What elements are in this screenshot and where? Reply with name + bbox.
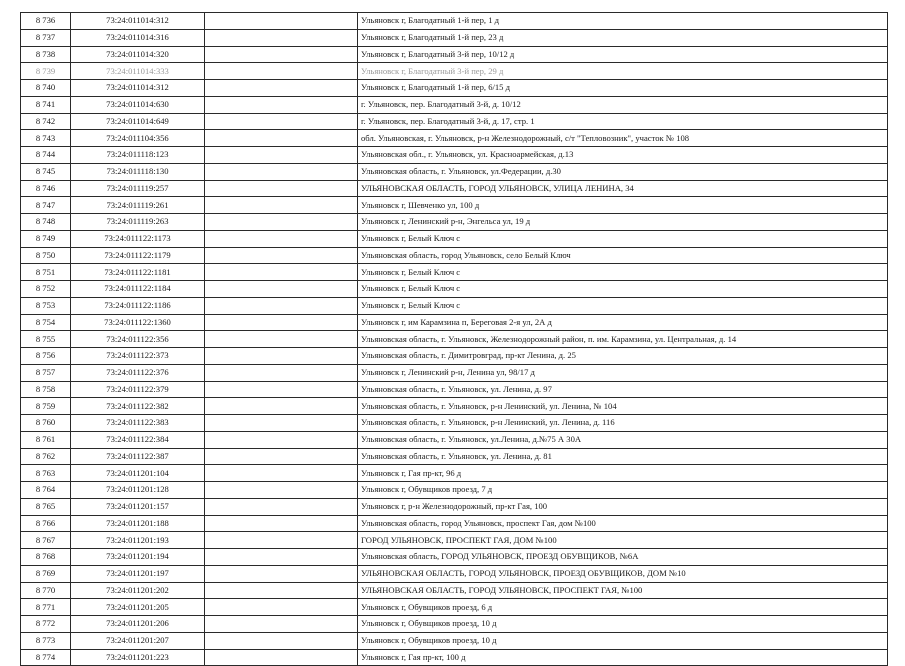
empty-cell: [205, 565, 358, 582]
table-row: [21, 381, 888, 398]
row-number-cell: 8 767: [21, 532, 71, 549]
cadastral-number-cell: 73:24:011122:1179: [71, 247, 205, 264]
table-row: [21, 297, 888, 314]
cadastral-number-cell: 73:24:011122:1360: [71, 314, 205, 331]
address-cell: Ульяновская область, г. Ульяновск, р-н Ленинский, ул. Ленина, № 104: [358, 398, 888, 415]
row-number-cell: 8 746: [21, 180, 71, 197]
table-row: [21, 29, 888, 46]
empty-cell: [205, 163, 358, 180]
row-number-cell: 8 762: [21, 448, 71, 465]
table-row: [21, 482, 888, 499]
cadastral-number-cell: 73:24:011014:316: [71, 29, 205, 46]
empty-cell: [205, 80, 358, 97]
table-row: [21, 415, 888, 432]
row-number-cell: 8 772: [21, 616, 71, 633]
table-row: [21, 281, 888, 298]
row-number-cell: 8 743: [21, 130, 71, 147]
cadastral-number-cell: 73:24:011118:130: [71, 163, 205, 180]
empty-cell: [205, 415, 358, 432]
address-cell: Ульяновская область, г. Ульяновск, Железнодорожный район, п. им. Карамзина, ул. Центральная, д. 14: [358, 331, 888, 348]
row-number-cell: 8 758: [21, 381, 71, 398]
row-number-cell: 8 774: [21, 649, 71, 666]
empty-cell: [205, 264, 358, 281]
address-cell: Ульяновск г, Гая пр-кт, 100 д: [358, 649, 888, 666]
row-number-cell: 8 766: [21, 515, 71, 532]
table-row: [21, 348, 888, 365]
address-cell: Ульяновская обл., г. Ульяновск, ул. Красноармейская, д.13: [358, 147, 888, 164]
address-cell: Ульяновская область, город Ульяновск, проспект Гая, дом №100: [358, 515, 888, 532]
cadastral-number-cell: 73:24:011122:387: [71, 448, 205, 465]
address-cell: Ульяновск г, Ленинский р-н, Энгельса ул, 19 д: [358, 214, 888, 231]
table-row: [21, 549, 888, 566]
row-number-cell: 8 740: [21, 80, 71, 97]
empty-cell: [205, 549, 358, 566]
row-number-cell: 8 765: [21, 498, 71, 515]
cadastral-number-cell: 73:24:011201:188: [71, 515, 205, 532]
row-number-cell: 8 750: [21, 247, 71, 264]
row-number-cell: 8 748: [21, 214, 71, 231]
empty-cell: [205, 599, 358, 616]
cadastral-number-cell: 73:24:011201:206: [71, 616, 205, 633]
cadastral-number-cell: 73:24:011122:373: [71, 348, 205, 365]
cadastral-number-cell: 73:24:011122:384: [71, 431, 205, 448]
row-number-cell: 8 769: [21, 565, 71, 582]
table-row: [21, 230, 888, 247]
table-row: [21, 130, 888, 147]
empty-cell: [205, 448, 358, 465]
cadastral-number-cell: 73:24:011201:223: [71, 649, 205, 666]
empty-cell: [205, 582, 358, 599]
cadastral-number-cell: 73:24:011014:312: [71, 13, 205, 30]
address-cell: Ульяновск г, Благодатный 1-й пер, 23 д: [358, 29, 888, 46]
table-row: [21, 532, 888, 549]
row-number-cell: 8 759: [21, 398, 71, 415]
table-row: [21, 314, 888, 331]
cadastral-number-cell: 73:24:011122:1186: [71, 297, 205, 314]
row-number-cell: 8 756: [21, 348, 71, 365]
empty-cell: [205, 465, 358, 482]
cadastral-number-cell: 73:24:011118:123: [71, 147, 205, 164]
row-number-cell: 8 768: [21, 549, 71, 566]
row-number-cell: 8 737: [21, 29, 71, 46]
address-cell: Ульяновск г, Обувщиков проезд, 7 д: [358, 482, 888, 499]
address-cell: Ульяновская область, г. Димитровград, пр-кт Ленина, д. 25: [358, 348, 888, 365]
empty-cell: [205, 13, 358, 30]
cadastral-number-cell: 73:24:011014:333: [71, 63, 205, 80]
row-number-cell: 8 738: [21, 46, 71, 63]
table-row: [21, 180, 888, 197]
address-cell: Ульяновск г, Белый Ключ с: [358, 230, 888, 247]
empty-cell: [205, 364, 358, 381]
address-cell: Ульяновск г, Благодатный 3-й пер, 10/12 д: [358, 46, 888, 63]
empty-cell: [205, 113, 358, 130]
table-row: [21, 364, 888, 381]
table-row: [21, 331, 888, 348]
row-number-cell: 8 761: [21, 431, 71, 448]
empty-cell: [205, 96, 358, 113]
cadastral-number-cell: 73:24:011119:257: [71, 180, 205, 197]
row-number-cell: 8 752: [21, 281, 71, 298]
row-number-cell: 8 770: [21, 582, 71, 599]
empty-cell: [205, 180, 358, 197]
cadastral-number-cell: 73:24:011119:261: [71, 197, 205, 214]
table-row: [21, 465, 888, 482]
cadastral-number-cell: 73:24:011014:312: [71, 80, 205, 97]
address-cell: обл. Ульяновская, г. Ульяновск, р-н Железнодорожный, с/т "Тепловозник", участок № 108: [358, 130, 888, 147]
cadastral-number-cell: 73:24:011201:207: [71, 632, 205, 649]
empty-cell: [205, 331, 358, 348]
address-cell: Ульяновск г, Гая пр-кт, 96 д: [358, 465, 888, 482]
cadastral-number-cell: 73:24:011122:382: [71, 398, 205, 415]
table-row: [21, 80, 888, 97]
address-cell: Ульяновск г, р-н Железнодорожный, пр-кт Гая, 100: [358, 498, 888, 515]
address-cell: Ульяновск г, Благодатный 1-й пер, 1 д: [358, 13, 888, 30]
table-row: [21, 599, 888, 616]
table-row: [21, 616, 888, 633]
cadastral-number-cell: 73:24:011201:157: [71, 498, 205, 515]
row-number-cell: 8 745: [21, 163, 71, 180]
address-cell: Ульяновск г, Шевченко ул, 100 д: [358, 197, 888, 214]
address-cell: Ульяновская область, г. Ульяновск, ул.Ленина, д.№75 А 30А: [358, 431, 888, 448]
empty-cell: [205, 616, 358, 633]
empty-cell: [205, 431, 358, 448]
empty-cell: [205, 46, 358, 63]
table-row: [21, 431, 888, 448]
row-number-cell: 8 755: [21, 331, 71, 348]
empty-cell: [205, 314, 358, 331]
address-cell: УЛЬЯНОВСКАЯ ОБЛАСТЬ, ГОРОД УЛЬЯНОВСК, ПРОСПЕКТ ГАЯ, №100: [358, 582, 888, 599]
address-cell: Ульяновск г, Благодатный 3-й пер, 29 д: [358, 63, 888, 80]
table-row: [21, 46, 888, 63]
empty-cell: [205, 214, 358, 231]
table-row: [21, 163, 888, 180]
address-cell: УЛЬЯНОВСКАЯ ОБЛАСТЬ, ГОРОД УЛЬЯНОВСК, ПРОЕЗД ОБУВЩИКОВ, ДОМ №10: [358, 565, 888, 582]
row-number-cell: 8 754: [21, 314, 71, 331]
table-row: [21, 247, 888, 264]
empty-cell: [205, 247, 358, 264]
address-cell: Ульяновская область, г. Ульяновск, р-н Ленинский, ул. Ленина, д. 116: [358, 415, 888, 432]
cadastral-number-cell: 73:24:011201:202: [71, 582, 205, 599]
cadastral-number-cell: 73:24:011201:104: [71, 465, 205, 482]
empty-cell: [205, 197, 358, 214]
empty-cell: [205, 297, 358, 314]
row-number-cell: 8 749: [21, 230, 71, 247]
address-cell: Ульяновская область, город Ульяновск, село Белый Ключ: [358, 247, 888, 264]
cadastral-number-cell: 73:24:011122:376: [71, 364, 205, 381]
address-cell: Ульяновская область, г. Ульяновск, ул. Ленина, д. 97: [358, 381, 888, 398]
cadastral-number-cell: 73:24:011122:1181: [71, 264, 205, 281]
table-row: [21, 264, 888, 281]
empty-cell: [205, 482, 358, 499]
cadastral-number-cell: 73:24:011201:205: [71, 599, 205, 616]
empty-cell: [205, 29, 358, 46]
row-number-cell: 8 736: [21, 13, 71, 30]
address-cell: Ульяновск г, Белый Ключ с: [358, 264, 888, 281]
cadastral-number-cell: 73:24:011014:630: [71, 96, 205, 113]
cadastral-number-cell: 73:24:011122:383: [71, 415, 205, 432]
row-number-cell: 8 741: [21, 96, 71, 113]
table-row: [21, 147, 888, 164]
address-cell: Ульяновск г, Обувщиков проезд, 10 д: [358, 616, 888, 633]
address-cell: Ульяновск г, Ленинский р-н, Ленина ул, 98/17 д: [358, 364, 888, 381]
address-cell: Ульяновск г, Обувщиков проезд, 6 д: [358, 599, 888, 616]
empty-cell: [205, 147, 358, 164]
empty-cell: [205, 632, 358, 649]
cadastral-number-cell: 73:24:011122:1173: [71, 230, 205, 247]
table-row: [21, 197, 888, 214]
empty-cell: [205, 398, 358, 415]
cadastral-number-cell: 73:24:011014:320: [71, 46, 205, 63]
address-cell: Ульяновская область, г. Ульяновск, ул.Федерации, д.30: [358, 163, 888, 180]
cadastral-number-cell: 73:24:011104:356: [71, 130, 205, 147]
address-cell: Ульяновск г, Благодатный 1-й пер, 6/15 д: [358, 80, 888, 97]
cadastral-number-cell: 73:24:011201:197: [71, 565, 205, 582]
table-row: [21, 565, 888, 582]
row-number-cell: 8 757: [21, 364, 71, 381]
row-number-cell: 8 753: [21, 297, 71, 314]
cadastral-number-cell: 73:24:011122:356: [71, 331, 205, 348]
cadastral-number-cell: 73:24:011201:193: [71, 532, 205, 549]
row-number-cell: 8 739: [21, 63, 71, 80]
table-row: [21, 448, 888, 465]
row-number-cell: 8 751: [21, 264, 71, 281]
empty-cell: [205, 381, 358, 398]
empty-cell: [205, 130, 358, 147]
table-row: [21, 398, 888, 415]
empty-cell: [205, 281, 358, 298]
cadastral-number-cell: 73:24:011201:194: [71, 549, 205, 566]
row-number-cell: 8 773: [21, 632, 71, 649]
table-row: [21, 632, 888, 649]
table-row: [21, 96, 888, 113]
table-row: [21, 13, 888, 30]
row-number-cell: 8 744: [21, 147, 71, 164]
table-row: [21, 515, 888, 532]
empty-cell: [205, 498, 358, 515]
empty-cell: [205, 230, 358, 247]
address-cell: Ульяновск г, Белый Ключ с: [358, 297, 888, 314]
empty-cell: [205, 532, 358, 549]
address-cell: Ульяновская область, г. Ульяновск, ул. Ленина, д. 81: [358, 448, 888, 465]
table-row: [21, 113, 888, 130]
cadastral-number-cell: 73:24:011122:1184: [71, 281, 205, 298]
address-cell: г. Ульяновск, пер. Благодатный 3-й, д. 10/12: [358, 96, 888, 113]
empty-cell: [205, 649, 358, 666]
property-register-table: [20, 12, 888, 666]
address-cell: УЛЬЯНОВСКАЯ ОБЛАСТЬ, ГОРОД УЛЬЯНОВСК, УЛИЦА ЛЕНИНА, 34: [358, 180, 888, 197]
row-number-cell: 8 764: [21, 482, 71, 499]
address-cell: Ульяновск г, им Карамзина п, Береговая 2-я ул, 2А д: [358, 314, 888, 331]
empty-cell: [205, 515, 358, 532]
cadastral-number-cell: 73:24:011122:379: [71, 381, 205, 398]
table-row: [21, 582, 888, 599]
row-number-cell: 8 760: [21, 415, 71, 432]
table-row: [21, 214, 888, 231]
row-number-cell: 8 747: [21, 197, 71, 214]
address-cell: г. Ульяновск, пер. Благодатный 3-й, д. 17, стр. 1: [358, 113, 888, 130]
address-cell: Ульяновск г, Белый Ключ с: [358, 281, 888, 298]
cadastral-number-cell: 73:24:011201:128: [71, 482, 205, 499]
row-number-cell: 8 763: [21, 465, 71, 482]
address-cell: Ульяновск г, Обувщиков проезд, 10 д: [358, 632, 888, 649]
table-row: [21, 63, 888, 80]
address-cell: Ульяновская область, ГОРОД УЛЬЯНОВСК, ПРОЕЗД ОБУВЩИКОВ, №6А: [358, 549, 888, 566]
address-cell: ГОРОД УЛЬЯНОВСК, ПРОСПЕКТ ГАЯ, ДОМ №100: [358, 532, 888, 549]
row-number-cell: 8 742: [21, 113, 71, 130]
row-number-cell: 8 771: [21, 599, 71, 616]
register-sheet: [20, 12, 888, 666]
register-table-body: [21, 13, 888, 666]
cadastral-number-cell: 73:24:011014:649: [71, 113, 205, 130]
empty-cell: [205, 63, 358, 80]
table-row: [21, 498, 888, 515]
table-row: [21, 649, 888, 666]
cadastral-number-cell: 73:24:011119:263: [71, 214, 205, 231]
empty-cell: [205, 348, 358, 365]
